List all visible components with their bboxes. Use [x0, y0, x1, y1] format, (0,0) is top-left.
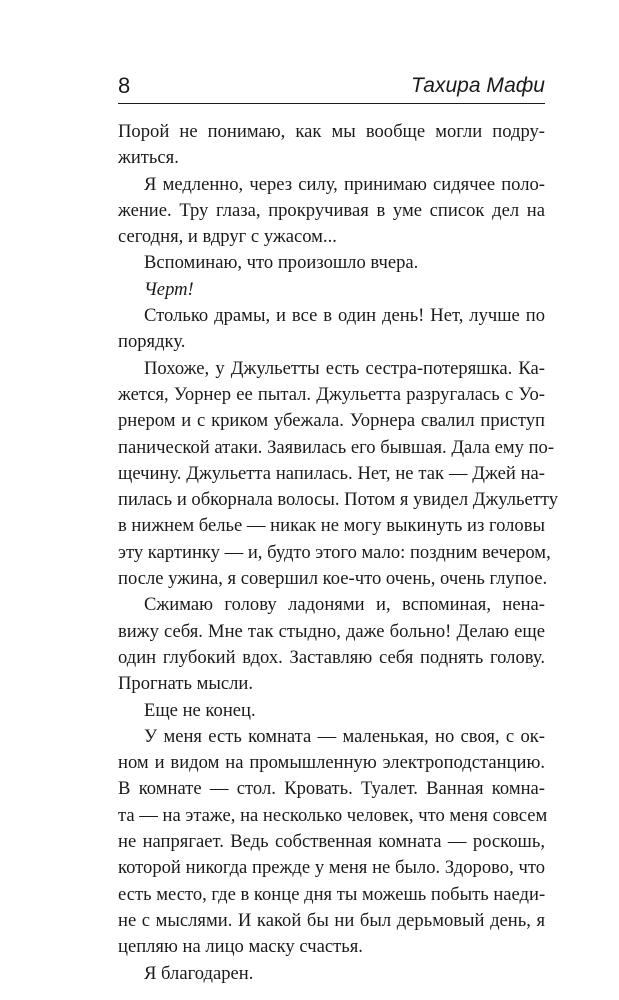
- paragraph: [118, 303, 545, 356]
- text-line: Порой не понимаю, как мы вообще могли подру-: [118, 121, 545, 142]
- text-line: пилась и обкорнала волосы. Потом я увидел Джульетту: [118, 489, 559, 511]
- text-line: Похоже, у Джульетты есть сестра-потеряшка. Ка-: [144, 357, 545, 379]
- text-line: не с мыслями. И какой бы ни был дерьмовый день, я: [118, 909, 545, 931]
- text-line: которой никогда прежде у меня не было. Здорово, что: [118, 857, 545, 879]
- paragraph: [118, 250, 545, 276]
- page-body: [118, 119, 559, 987]
- text-line: в нижнем белье — никак не могу выкинуть из головы: [118, 515, 546, 537]
- text-line: жется, Уорнер ее пытал. Джульетта разругалась с Уо-: [118, 383, 545, 405]
- header-rule: [118, 103, 545, 104]
- text-line: ном и видом на промышленную электроподстанцию.: [118, 752, 545, 774]
- text-line: панической атаки. Заявилась его бывшая. Дала ему по-: [118, 436, 555, 458]
- text-line: жение. Тру глаза, прокручивая в уме список дел на: [118, 199, 545, 221]
- text-line: Я медленно, через силу, принимаю сидячее поло-: [144, 173, 545, 195]
- text-line: Сжимаю голову ладонями и, вспоминая, нена-: [144, 594, 545, 616]
- text-line: житься.: [118, 147, 179, 169]
- text-line: Вспоминаю, что произошло вчера.: [144, 252, 419, 274]
- text-line: щечину. Джульетта напилась. Нет, не так — Джей на-: [118, 462, 545, 484]
- text-line: не напрягает. Ведь собственная комната — роскошь,: [118, 831, 545, 853]
- paragraph: [118, 592, 545, 697]
- text-line: есть место, где в конце дня ты можешь побыть наеди-: [118, 883, 546, 905]
- page-header: [118, 72, 545, 104]
- text-line: эту картинку — и, будто этого мало: поздним вечером,: [118, 541, 551, 563]
- text-line: сегодня, и вдруг с ужасом...: [118, 226, 337, 248]
- paragraph: [118, 277, 545, 303]
- paragraph: [118, 119, 545, 172]
- text-line: один глубокий вдох. Заставляю себя поднять голову.: [118, 646, 545, 668]
- paragraph: [118, 356, 559, 593]
- text-line: В комнате — стол. Кровать. Туалет. Ванная комна-: [118, 778, 545, 800]
- paragraph: [118, 698, 545, 724]
- text-line: вижу себя. Мне так стыдно, даже больно! Делаю еще: [118, 620, 545, 642]
- text-line: Я благодарен.: [144, 962, 254, 984]
- text-line: порядку.: [118, 331, 186, 353]
- paragraph: [118, 172, 545, 251]
- text-line: цепляю на лицо маску счастья.: [118, 936, 363, 958]
- text-line: Еще не конец.: [144, 699, 256, 721]
- text-line: Черт!: [144, 278, 194, 300]
- text-line: Прогнать мысли.: [118, 673, 254, 695]
- text-line: после ужина, я совершил кое-что очень, очень глупое.: [118, 568, 548, 590]
- running-head-author: Тахира Мафи: [410, 74, 545, 97]
- text-line: Столько драмы, и все в один день! Нет, лучше по: [144, 305, 545, 327]
- page-number: 8: [118, 73, 131, 98]
- paragraph: [118, 961, 545, 987]
- text-line: та — на этаже, на несколько человек, что меня совсем: [118, 804, 548, 826]
- text-line: рнером и с криком убежала. Уорнера свалил приступ: [118, 410, 545, 432]
- paragraph: [118, 724, 548, 961]
- text-line: У меня есть комната — маленькая, но своя, с ок-: [144, 725, 545, 747]
